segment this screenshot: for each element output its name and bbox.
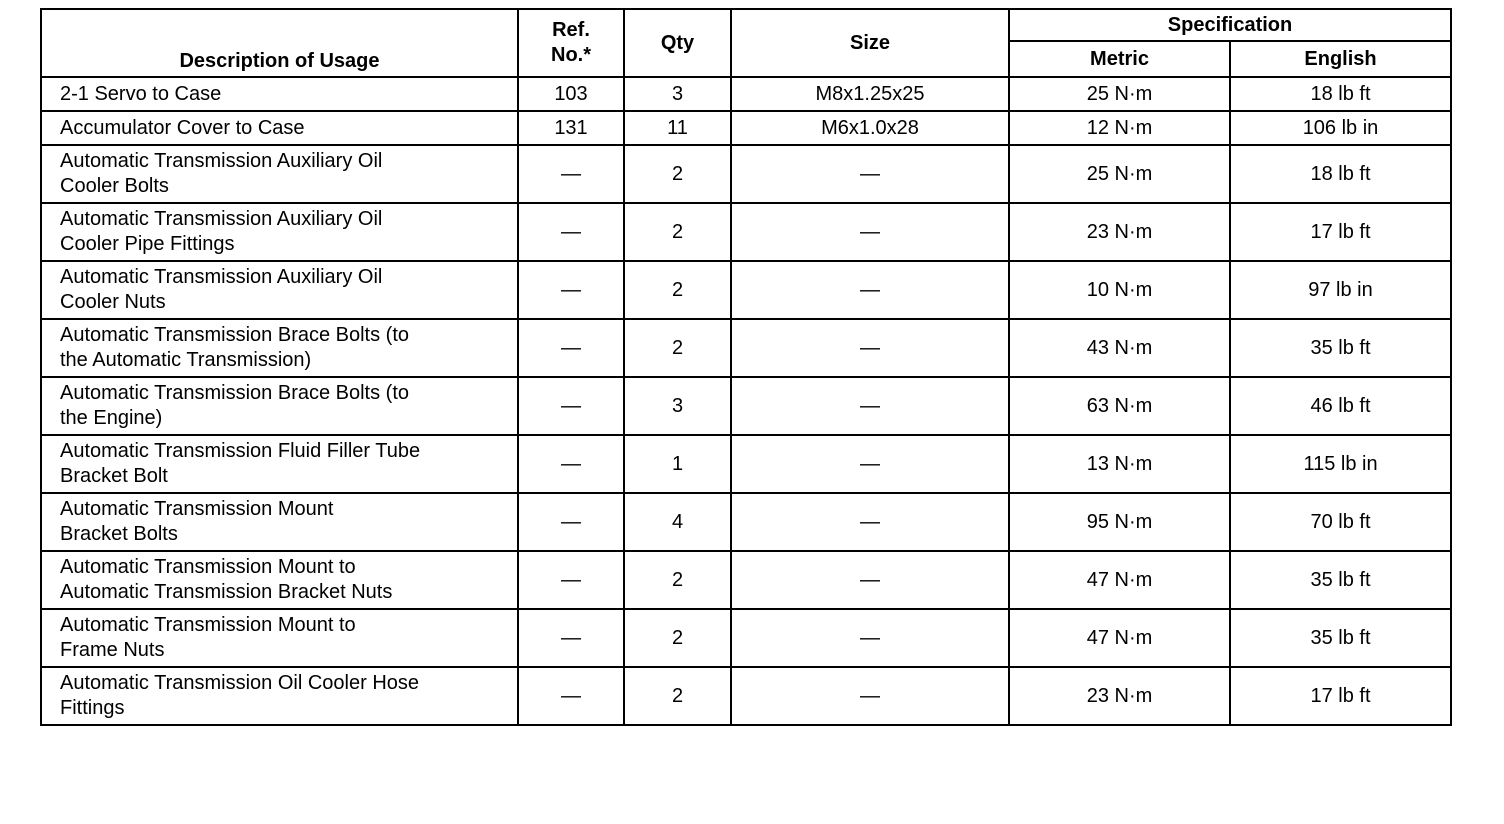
header-ref-line1: Ref. [552,19,590,41]
header-ref-line2: No.* [551,44,591,66]
table-row [41,493,1451,551]
cell-size: — [731,377,1009,435]
cell-ref-no: — [518,551,624,609]
description-line-2: Cooler Pipe Fittings [60,233,235,255]
cell-metric: 13 N·m [1009,435,1230,493]
cell-qty: 3 [624,77,731,111]
cell-ref-no: 103 [518,77,624,111]
cell-description [41,145,518,203]
cell-ref-no: — [518,435,624,493]
cell-qty: 3 [624,377,731,435]
cell-metric: 25 N·m [1009,77,1230,111]
cell-english: 18 lb ft [1230,145,1451,203]
cell-description [41,377,518,435]
table-row [41,261,1451,319]
cell-ref-no: — [518,609,624,667]
description-line-2: Cooler Bolts [60,175,169,197]
description-line-1: Automatic Transmission Auxiliary Oil [60,208,383,230]
description-line-1: Accumulator Cover to Case [60,116,305,139]
description-line-1: Automatic Transmission Mount to [60,614,356,636]
cell-description [41,551,518,609]
cell-ref-no: — [518,319,624,377]
cell-metric: 25 N·m [1009,145,1230,203]
cell-qty: 2 [624,261,731,319]
cell-metric: 12 N·m [1009,111,1230,145]
cell-metric: 23 N·m [1009,203,1230,261]
cell-description [41,261,518,319]
cell-description [41,609,518,667]
cell-ref-no: — [518,667,624,725]
description-line-1: Automatic Transmission Oil Cooler Hose [60,672,420,694]
cell-metric: 47 N·m [1009,551,1230,609]
cell-qty: 2 [624,609,731,667]
cell-english: 35 lb ft [1230,319,1451,377]
header-qty: Qty [624,9,731,77]
cell-english: 17 lb ft [1230,203,1451,261]
cell-size: — [731,493,1009,551]
description-line-1: Automatic Transmission Fluid Filler Tube [60,440,421,462]
cell-size: — [731,203,1009,261]
cell-qty: 2 [624,203,731,261]
cell-metric: 95 N·m [1009,493,1230,551]
description-line-1: 2-1 Servo to Case [60,82,222,105]
cell-size: M6x1.0x28 [731,111,1009,145]
description-line-1: Automatic Transmission Brace Bolts (to [60,382,410,404]
header-ref-no [518,9,624,77]
cell-ref-no: — [518,377,624,435]
cell-description [41,493,518,551]
cell-ref-no: 131 [518,111,624,145]
cell-qty: 1 [624,435,731,493]
description-line-2: the Engine) [60,407,163,429]
cell-english: 46 lb ft [1230,377,1451,435]
description-line-2: the Automatic Transmission) [60,349,312,371]
table-row [41,203,1451,261]
cell-size: — [731,261,1009,319]
cell-size: — [731,609,1009,667]
table-body [41,77,1451,725]
cell-english: 115 lb in [1230,435,1451,493]
cell-metric: 63 N·m [1009,377,1230,435]
cell-metric: 10 N·m [1009,261,1230,319]
cell-qty: 2 [624,319,731,377]
cell-size: — [731,551,1009,609]
cell-qty: 2 [624,667,731,725]
cell-size: M8x1.25x25 [731,77,1009,111]
description-line-2: Bracket Bolts [60,523,178,545]
cell-description [41,111,518,145]
cell-english: 97 lb in [1230,261,1451,319]
header-size: Size [731,9,1009,77]
header-description: Description of Usage [41,9,518,77]
table-row [41,551,1451,609]
description-line-1: Automatic Transmission Auxiliary Oil [60,150,383,172]
cell-metric: 23 N·m [1009,667,1230,725]
description-line-2: Automatic Transmission Bracket Nuts [60,581,393,603]
table-row [41,435,1451,493]
cell-size: — [731,145,1009,203]
cell-metric: 43 N·m [1009,319,1230,377]
cell-size: — [731,667,1009,725]
cell-ref-no: — [518,493,624,551]
fastener-torque-table [40,8,1452,726]
cell-english: 35 lb ft [1230,551,1451,609]
cell-description [41,203,518,261]
header-row-top [41,9,1451,41]
cell-metric: 47 N·m [1009,609,1230,667]
cell-english: 17 lb ft [1230,667,1451,725]
description-line-1: Automatic Transmission Auxiliary Oil [60,266,383,288]
cell-ref-no: — [518,203,624,261]
cell-qty: 2 [624,145,731,203]
cell-description [41,77,518,111]
cell-size: — [731,435,1009,493]
cell-english: 106 lb in [1230,111,1451,145]
cell-description [41,667,518,725]
cell-english: 35 lb ft [1230,609,1451,667]
cell-ref-no: — [518,145,624,203]
cell-english: 70 lb ft [1230,493,1451,551]
header-specification: Specification [1009,9,1451,41]
description-line-2: Cooler Nuts [60,291,166,313]
table-row [41,377,1451,435]
cell-qty: 11 [624,111,731,145]
cell-qty: 4 [624,493,731,551]
description-line-1: Automatic Transmission Mount to [60,556,356,578]
description-line-2: Bracket Bolt [60,465,168,487]
description-line-1: Automatic Transmission Brace Bolts (to [60,324,410,346]
cell-qty: 2 [624,551,731,609]
description-line-1: Automatic Transmission Mount [60,498,334,520]
header-english: English [1230,41,1451,77]
cell-english: 18 lb ft [1230,77,1451,111]
cell-description [41,319,518,377]
table-row [41,667,1451,725]
header-metric: Metric [1009,41,1230,77]
table-row [41,77,1451,111]
table-row [41,319,1451,377]
description-line-2: Frame Nuts [60,639,165,661]
cell-description [41,435,518,493]
table-row [41,609,1451,667]
table-row [41,111,1451,145]
table-row [41,145,1451,203]
cell-size: — [731,319,1009,377]
description-line-2: Fittings [60,697,125,719]
cell-ref-no: — [518,261,624,319]
